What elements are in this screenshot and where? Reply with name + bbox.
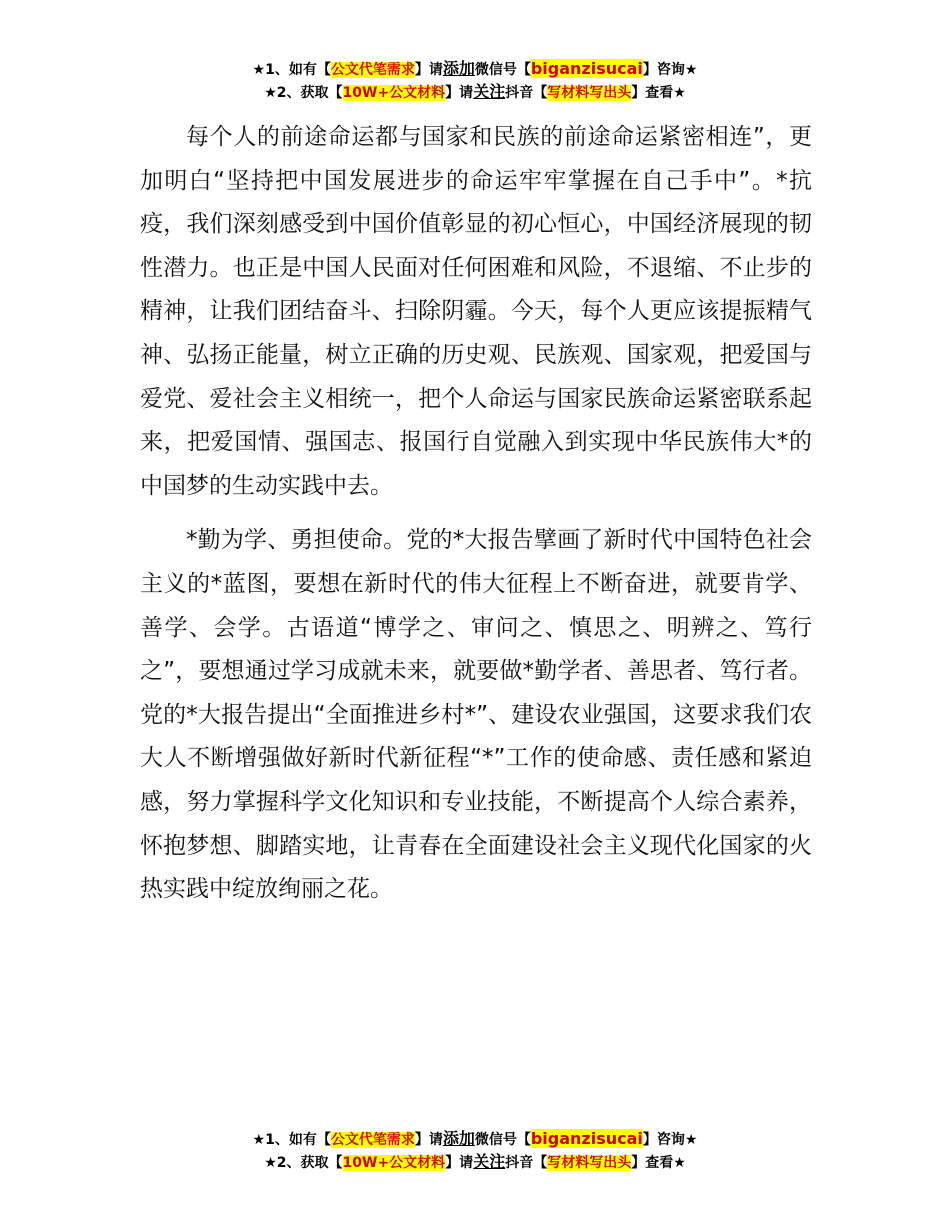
- highlight-douyin-account: 写材料写出头: [547, 85, 632, 101]
- highlight-service: 公文代笔需求: [330, 62, 415, 78]
- footer-highlight-wechat-id: biganzisucai: [530, 1129, 643, 1148]
- paragraph-2: *勤为学、勇担使命。党的*大报告擘画了新时代中国特色社会主义的*蓝图，要想在新时代的伟大征程上不断奋进，就要肯学、善学、会学。古语道“博学之、审问之、慎思之、明辨之、笃行之”，要想通过学习成就未来，就要做*勤学者、善思者、笃行者。党的*大报告提出“全面推进乡村*”、建设农业强国，这要求我们农大人不断增强做好新时代新征程“*”工作的使命感、责任感和紧迫感，努力掌握科学文化知识和专业技能，不断提高个人综合素养，怀抱梦想、脚踏实地，让青春在全面建设社会主义现代化国家的火热实践中绽放绚丽之花。: [140, 527, 812, 903]
- footer-banner: [0, 1128, 950, 1174]
- footer-line-2: ★2、获取【10W+公文材料】请关注抖音【写材料写出头】查看★: [264, 1152, 686, 1171]
- underlined-add: 添加: [442, 59, 475, 78]
- footer-line-1: ★1、如有【公文代笔需求】请添加微信号【biganzisucai】咨询★: [252, 1129, 698, 1148]
- footer-underlined-follow: 关注: [473, 1152, 506, 1171]
- paragraph-1: 每个人的前途命运都与国家和民族的前途命运紧密相连”，更加明白“坚持把中国发展进步的命运牢牢掌握在自己手中”。*抗疫，我们深刻感受到中国价值彰显的初心恒心，中国经济展现的韧性潜力。也正是中国人民面对任何困难和风险，不退缩、不止步的精神，让我们团结奋斗、扫除阴霾。今天，每个人更应该提振精气神、弘扬正能量，树立正确的历史观、民族观、国家观，把爱国与爱党、爱社会主义相统一，把个人命运与国家民族命运紧密联系起来，把爱国情、强国志、报国行自觉融入到实现中华民族伟大*的中国梦的生动实践中去。: [140, 124, 812, 499]
- footer-underlined-add: 添加: [442, 1129, 475, 1148]
- document-body: [140, 116, 812, 912]
- underlined-follow: 关注: [473, 82, 506, 101]
- highlight-wechat-id: biganzisucai: [530, 59, 643, 78]
- footer-highlight-service: 公文代笔需求: [330, 1132, 415, 1148]
- header-banner: [0, 58, 950, 104]
- banner-line-1: ★1、如有【公文代笔需求】请添加微信号【biganzisucai】咨询★: [252, 59, 698, 78]
- footer-highlight-materials: 10W+公文材料: [342, 1155, 446, 1171]
- banner-line-2: ★2、获取【10W+公文材料】请关注抖音【写材料写出头】查看★: [264, 82, 686, 101]
- highlight-materials: 10W+公文材料: [342, 85, 446, 101]
- footer-highlight-douyin-account: 写材料写出头: [547, 1155, 632, 1171]
